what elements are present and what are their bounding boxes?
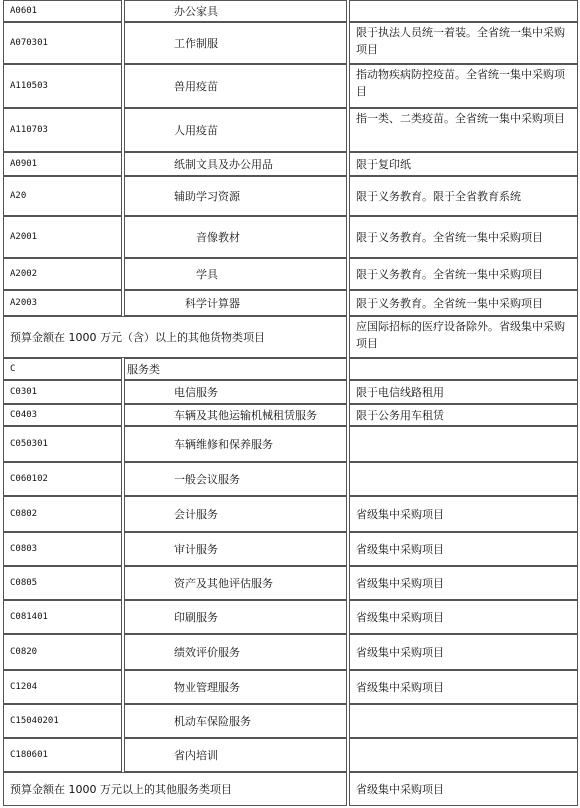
item-note <box>349 358 578 380</box>
table-row <box>3 404 578 426</box>
table-row <box>3 462 578 496</box>
table-row <box>3 772 578 806</box>
item-name: 车辆及其他运输机械租赁服务 <box>124 404 347 426</box>
item-note <box>349 426 578 462</box>
item-note: 限于义务教育。全省统一集中采购项目 <box>349 290 578 316</box>
table-row <box>3 216 578 258</box>
item-note: 限于义务教育。限于全省教育系统 <box>349 176 578 216</box>
item-note: 限于义务教育。全省统一集中采购项目 <box>349 216 578 258</box>
item-name: 审计服务 <box>124 532 347 566</box>
item-note: 限于复印纸 <box>349 152 578 176</box>
item-name: 音像教材 <box>124 216 347 258</box>
item-name: 科学计算器 <box>124 290 347 316</box>
item-code: A110703 <box>3 108 122 152</box>
table-row <box>3 316 578 358</box>
item-code: A0601 <box>3 0 122 22</box>
table-row <box>3 496 578 532</box>
item-note: 省级集中采购项目 <box>349 566 578 600</box>
item-code: A110503 <box>3 64 122 108</box>
item-name: 绩效评价服务 <box>124 634 347 670</box>
item-note: 省级集中采购项目 <box>349 634 578 670</box>
item-note: 限于公务用车租赁 <box>349 404 578 426</box>
item-code: C0403 <box>3 404 122 426</box>
table-row <box>3 704 578 738</box>
item-name: 电信服务 <box>124 380 347 404</box>
item-note: 省级集中采购项目 <box>349 772 578 806</box>
item-code: A2002 <box>3 258 122 290</box>
item-name: 机动车保险服务 <box>124 704 347 738</box>
table-row <box>3 22 578 64</box>
table-row <box>3 0 578 22</box>
item-code: C0802 <box>3 496 122 532</box>
item-code: C060102 <box>3 462 122 496</box>
item-name: 资产及其他评估服务 <box>124 566 347 600</box>
category-row <box>3 358 578 380</box>
table-row <box>3 64 578 108</box>
item-name: 办公家具 <box>124 0 347 22</box>
item-code: C1204 <box>3 670 122 704</box>
table-row <box>3 532 578 566</box>
item-name: 一般会议服务 <box>124 462 347 496</box>
item-note: 省级集中采购项目 <box>349 670 578 704</box>
item-code: C050301 <box>3 426 122 462</box>
item-note: 省级集中采购项目 <box>349 496 578 532</box>
item-name: 印刷服务 <box>124 600 347 634</box>
item-note <box>349 738 578 772</box>
item-code: C0805 <box>3 566 122 600</box>
summary-label: 预算金额在 1000 万元以上的其他服务类项目 <box>3 772 347 806</box>
table-row <box>3 258 578 290</box>
item-name: 学具 <box>124 258 347 290</box>
table-row <box>3 600 578 634</box>
item-note <box>349 0 578 22</box>
item-code: A0901 <box>3 152 122 176</box>
item-name: 物业管理服务 <box>124 670 347 704</box>
item-name: 纸制文具及办公用品 <box>124 152 347 176</box>
table-row <box>3 426 578 462</box>
item-note: 指动物疾病防控疫苗。全省统一集中采购项目 <box>349 64 578 108</box>
item-note: 限于义务教育。全省统一集中采购项目 <box>349 258 578 290</box>
item-code: C180601 <box>3 738 122 772</box>
table-row <box>3 152 578 176</box>
item-code: C15040201 <box>3 704 122 738</box>
item-name: 省内培训 <box>124 738 347 772</box>
item-name: 会计服务 <box>124 496 347 532</box>
item-name: 车辆维修和保养服务 <box>124 426 347 462</box>
table-row <box>3 290 578 316</box>
item-code: A2003 <box>3 290 122 316</box>
table-row <box>3 380 578 404</box>
item-code: A2001 <box>3 216 122 258</box>
table-row <box>3 176 578 216</box>
item-note: 指一类、二类疫苗。全省统一集中采购项目 <box>349 108 578 152</box>
item-note: 省级集中采购项目 <box>349 532 578 566</box>
item-code: C0301 <box>3 380 122 404</box>
category-code: C <box>3 358 122 380</box>
table-row <box>3 738 578 772</box>
item-name: 工作制服 <box>124 22 347 64</box>
item-code: C081401 <box>3 600 122 634</box>
item-code: C0803 <box>3 532 122 566</box>
table-row <box>3 634 578 670</box>
table-row <box>3 108 578 152</box>
item-note: 省级集中采购项目 <box>349 600 578 634</box>
item-note: 限于电信线路租用 <box>349 380 578 404</box>
item-note: 应国际招标的医疗设备除外。省级集中采购项目 <box>349 316 578 358</box>
item-note: 限于执法人员统一着装。全省统一集中采购项目 <box>349 22 578 64</box>
summary-label: 预算金额在 1000 万元（含）以上的其他货物类项目 <box>3 316 347 358</box>
item-code: A070301 <box>3 22 122 64</box>
table-row <box>3 566 578 600</box>
item-note <box>349 704 578 738</box>
item-code: A20 <box>3 176 122 216</box>
item-name: 兽用疫苗 <box>124 64 347 108</box>
item-name: 辅助学习资源 <box>124 176 347 216</box>
item-note <box>349 462 578 496</box>
table-row <box>3 670 578 704</box>
category-name: 服务类 <box>124 358 347 380</box>
item-code: C0820 <box>3 634 122 670</box>
item-name: 人用疫苗 <box>124 108 347 152</box>
